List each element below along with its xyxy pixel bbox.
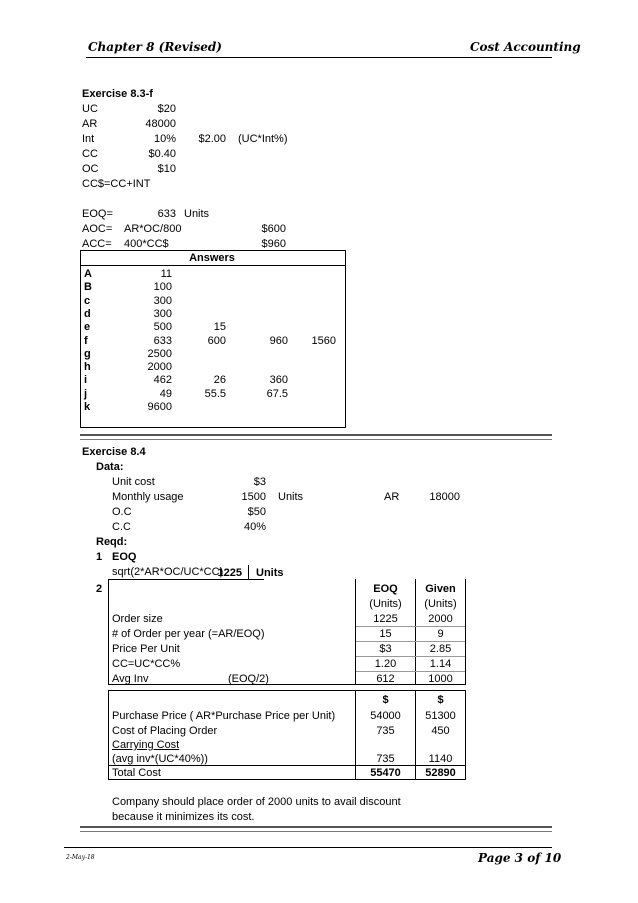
footer-date: 2-May-18 (66, 854, 95, 861)
ex83-acc-formula: 400*CC$ (124, 238, 169, 250)
answer-key: f (84, 334, 88, 347)
ex83-aoc-label: AOC= (82, 223, 113, 235)
answer-key: c (84, 294, 91, 307)
ex84-usage-label: Monthly usage (112, 491, 184, 503)
placing-order-eoq: 735 (376, 725, 395, 737)
cost-given-currency: $ (437, 694, 444, 706)
answer-value-1: 100 (153, 281, 172, 294)
purchase-price-label: Purchase Price ( AR*Purchase Price per Unit) (112, 710, 336, 722)
answer-value-2: 15 (213, 321, 226, 334)
answer-key: g (84, 347, 91, 360)
eoq-row-separator (356, 671, 465, 672)
answer-value-1: 633 (153, 334, 172, 347)
given-col-header: Given (425, 583, 456, 595)
total-cost-label: Total Cost (112, 767, 161, 779)
ex84-q1-result: 1225 (217, 567, 242, 579)
ex83-title: Exercise 8.3-f (82, 88, 153, 100)
answer-key: e (84, 321, 91, 334)
eoq-row-given-value: 1000 (428, 673, 453, 685)
bottom-divider-thin (80, 831, 552, 832)
ex83-oc-label: OC (82, 163, 99, 175)
answer-value-3: 960 (269, 334, 288, 347)
eoq-row-eoq-value: $3 (379, 643, 392, 655)
avg-inv-cost-label: (avg inv*(UC*40%)) (112, 753, 208, 765)
conclusion-line-1: Company should place order of 2000 units to avail discount (112, 796, 401, 808)
eoq-row-note: (EOQ/2) (228, 673, 269, 685)
ex83-ar-label: AR (82, 118, 98, 130)
ex83-ar-value: 48000 (145, 118, 176, 130)
ex84-q1-formula: sqrt(2*AR*OC/UC*CC) (112, 566, 224, 578)
eoq-col-header: EOQ (373, 583, 398, 595)
answer-value-1: 500 (153, 321, 172, 334)
ex84-usage-value: 1500 (241, 491, 266, 503)
eoq-row-label: # of Order per year (=AR/EOQ) (112, 628, 265, 640)
ex84-q1-number: 1 (96, 551, 103, 563)
ex84-q1-label: EOQ (112, 551, 137, 563)
eoq-row-separator (356, 656, 465, 657)
ex84-data-label: Data: (96, 461, 124, 473)
conclusion-line-2: because it minimizes its cost. (112, 811, 255, 823)
answer-key: k (84, 401, 91, 413)
ex84-unit-cost-label: Unit cost (112, 476, 155, 488)
answer-value-2: 600 (207, 334, 226, 347)
answer-key: A (84, 268, 92, 280)
avg-inv-cost-given: 1140 (428, 753, 453, 765)
eoq-row-label: Price Per Unit (112, 643, 180, 655)
ex83-cc-value: $0.40 (148, 148, 176, 160)
eoq-row-separator (356, 641, 465, 642)
eoq-row-label: Avg Inv (112, 673, 149, 685)
eoq-row-given-value: 2.85 (429, 643, 452, 655)
eoq-row-given-value: 1.14 (429, 658, 452, 670)
answer-value-3: 67.5 (266, 387, 288, 400)
ex84-ar-value: 18000 (429, 491, 460, 503)
ex84-q2-number: 2 (96, 583, 103, 595)
total-cost-eoq: 55470 (370, 767, 401, 779)
answer-key: d (84, 307, 91, 320)
eoq-row-given-value: 2000 (428, 613, 453, 625)
bottom-divider (80, 826, 552, 828)
answers-title-rule (80, 265, 345, 266)
total-cost-rule (108, 765, 465, 766)
given-col-units: (Units) (424, 598, 457, 610)
ex84-oc-label: O.C (112, 506, 132, 518)
ex83-eoq-unit: Units (184, 208, 210, 220)
header-chapter: Chapter 8 (Revised) (88, 40, 222, 54)
eoq-row-eoq-value: 612 (376, 673, 395, 685)
purchase-price-given: 51300 (425, 710, 456, 722)
ex83-aoc-formula: AR*OC/800 (124, 223, 182, 235)
answer-value-1: 462 (153, 374, 172, 387)
header-rule (86, 57, 552, 58)
eoq-row-eoq-value: 1225 (373, 613, 398, 625)
answer-value-1: 300 (153, 307, 172, 320)
answer-value-1: 2000 (147, 361, 172, 374)
ex83-int-amount: $2.00 (198, 133, 226, 145)
purchase-price-eoq: 54000 (370, 710, 401, 722)
section-divider (80, 434, 552, 436)
eoq-row-given-value: 9 (437, 628, 444, 640)
answer-key: i (84, 374, 88, 387)
answer-key: j (84, 387, 88, 400)
placing-order-given: 450 (431, 725, 450, 737)
carrying-cost-label: Carrying Cost (112, 739, 180, 751)
avg-inv-cost-eoq: 735 (376, 753, 395, 765)
footer-page-number: Page 3 of 10 (478, 851, 562, 865)
answer-value-1: 9600 (147, 401, 172, 413)
footer-rule (64, 847, 552, 848)
ex84-reqd-label: Reqd: (96, 536, 128, 548)
ex83-acc-value: $960 (261, 238, 286, 250)
answer-value-2: 26 (213, 374, 226, 387)
ex84-usage-unit: Units (278, 491, 304, 503)
ex83-eoq-value: 633 (157, 208, 176, 220)
ex83-oc-value: $10 (157, 163, 176, 175)
answer-key: B (84, 281, 92, 294)
ex83-int-label: Int (82, 133, 95, 145)
ex83-acc-label: ACC= (82, 238, 112, 250)
answers-title: Answers (189, 252, 235, 264)
answer-key: h (84, 361, 91, 374)
ex84-q1-unit: Units (256, 567, 284, 579)
ex83-int-value: 10% (153, 133, 176, 145)
q1-result-divider (248, 565, 249, 580)
ex83-eoq-label: EOQ= (82, 208, 113, 220)
header-subject: Cost Accounting (470, 40, 581, 54)
section-divider-thin (80, 439, 552, 440)
ex83-uc-value: $20 (157, 103, 176, 115)
eoq-row-label: Order size (112, 613, 163, 625)
ex84-ar-label: AR (384, 491, 400, 503)
ex83-int-note: (UC*Int%) (238, 133, 288, 145)
ex84-oc-value: $50 (247, 506, 266, 518)
answer-value-3: 360 (269, 374, 288, 387)
eoq-row-label: CC=UC*CC% (112, 658, 181, 670)
ex84-title: Exercise 8.4 (82, 446, 146, 458)
placing-order-label: Cost of Placing Order (112, 725, 218, 737)
ex83-uc-label: UC (82, 103, 98, 115)
ex84-unit-cost-value: $3 (253, 476, 266, 488)
cost-eoq-currency: $ (382, 694, 389, 706)
ex83-cc-label: CC (82, 148, 98, 160)
eoq-row-eoq-value: 15 (379, 628, 392, 640)
answer-value-4: 1560 (311, 334, 336, 347)
ex84-cc-label: C.C (112, 521, 131, 533)
eoq-row-separator (356, 626, 465, 627)
eoq-col-units: (Units) (369, 598, 402, 610)
answer-value-1: 2500 (147, 347, 172, 360)
total-cost-given: 52890 (425, 767, 456, 779)
answer-value-1: 11 (160, 268, 172, 280)
ex83-aoc-value: $600 (261, 223, 286, 235)
ex84-cc-value: 40% (243, 521, 266, 533)
eoq-row-eoq-value: 1.20 (374, 658, 397, 670)
answer-value-1: 300 (153, 294, 172, 307)
ex83-ccs-formula: CC$=CC+INT (82, 178, 151, 190)
answer-value-1: 49 (159, 387, 172, 400)
answer-value-2: 55.5 (204, 387, 226, 400)
